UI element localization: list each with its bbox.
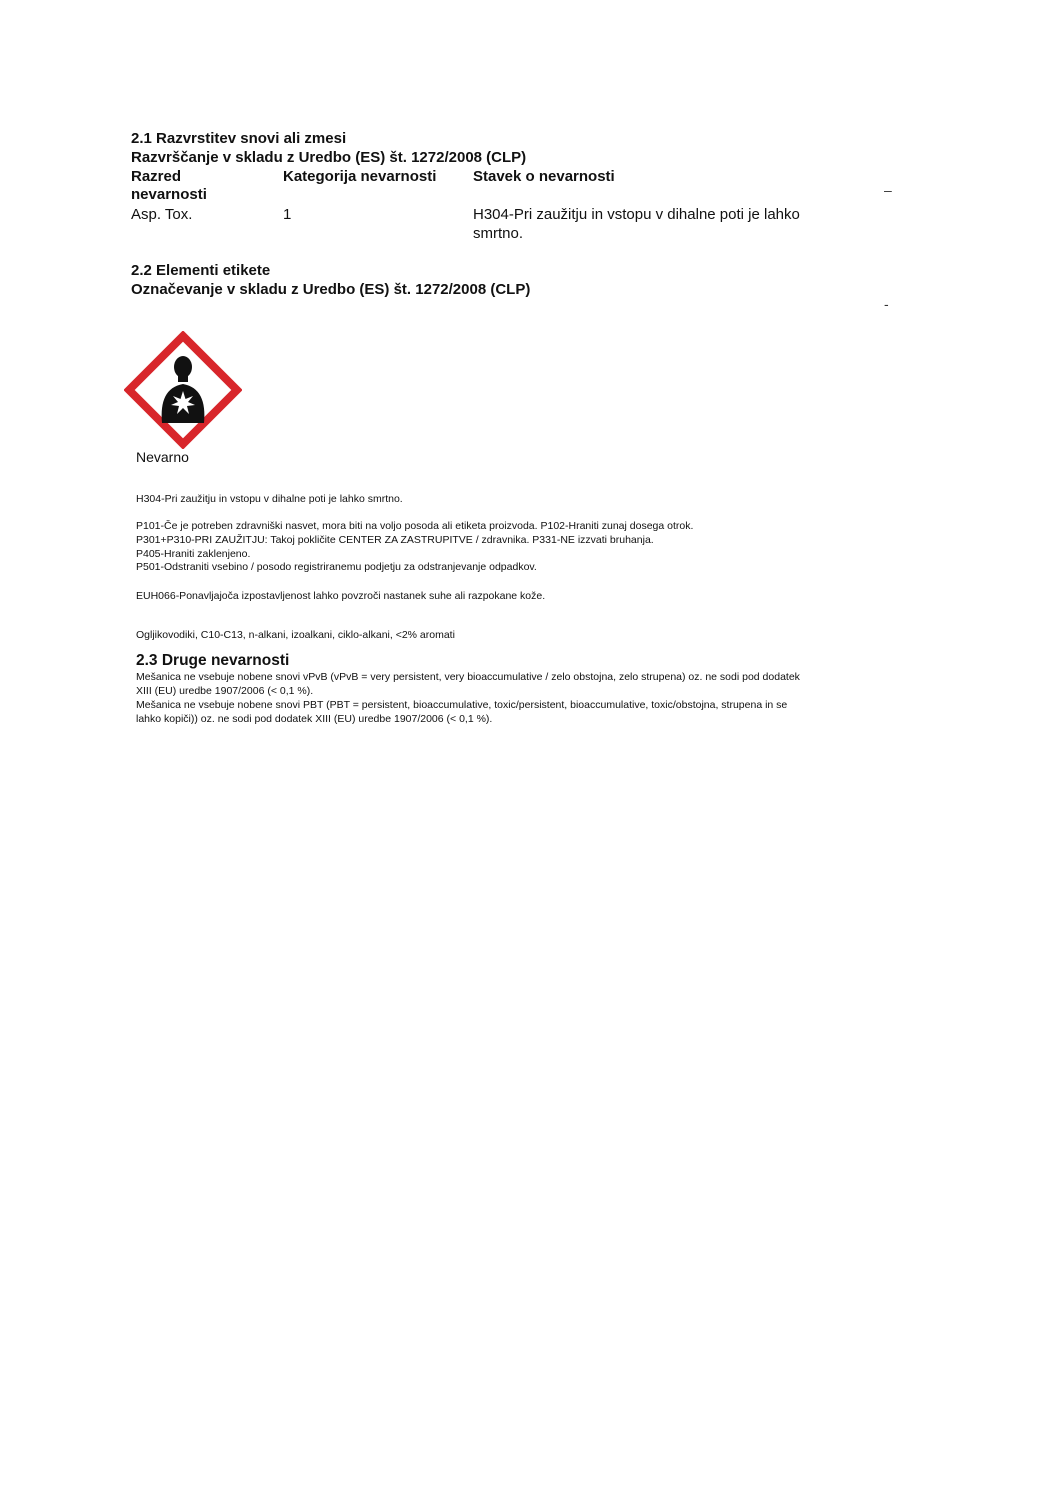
side-dash-mark: - [884,296,889,312]
section-2-1-subtitle: Razvrščanje v skladu z Uredbo (ES) št. 1272/2008 (CLP) [131,149,527,166]
table-header-hazard-category: Kategorija nevarnosti [283,168,437,185]
table-header-hazard-class: Razred nevarnosti [131,168,207,203]
section-2-3-paragraph-line: Mešanica ne vsebuje nobene snovi PBT (PBT = persistent, bioaccumulative, toxic/persistent, bioaccumulative, toxic/obstojna, strupena in se [136,699,788,711]
section-2-3-paragraph-line: Mešanica ne vsebuje nobene snovi vPvB (vPvB = very persistent, very bioaccumulative / zelo obstojna, zelo strupena) oz. ne sodi pod dodatek [136,671,800,683]
table-cell-statement: H304-Pri zaužitju in vstopu v dihalne poti je lahko smrtno. [473,206,800,242]
precautionary-statement: P101-Če je potreben zdravniški nasvet, mora biti na voljo posoda ali etiketa proizvoda. P102-Hraniti zunaj dosega otrok. [136,520,694,532]
signal-word: Nevarno [136,449,189,465]
table-header-hazard-statement: Stavek o nevarnosti [473,168,615,185]
euh-statement: EUH066-Ponavljajoča izpostavljenost lahko povzroči nastanek suhe ali razpokane kože. [136,590,546,602]
section-2-3-paragraph-line: lahko kopiči)) oz. ne sodi pod dodatek XIII (EU) uredbe 1907/2006 (< 0,1 %). [136,713,493,725]
ingredients-line: Ogljikovodiki, C10-C13, n-alkani, izoalkani, ciklo-alkani, <2% aromati [136,629,455,641]
precautionary-statement: P301+P310-PRI ZAUŽITJU: Takoj pokličite CENTER ZA ZASTRUPITVE / zdravnika. P331-NE izzvati bruhanja. [136,534,654,546]
side-dash-mark: – [884,182,892,198]
precautionary-statement: P405-Hraniti zaklenjeno. [136,548,251,560]
table-cell-category: 1 [283,206,292,223]
hazard-statement: H304-Pri zaužitju in vstopu v dihalne poti je lahko smrtno. [136,493,403,505]
section-2-3-title: 2.3 Druge nevarnosti [136,652,290,669]
health-hazard-icon [124,331,242,449]
table-cell-class: Asp. Tox. [131,206,193,223]
precautionary-statement: P501-Odstraniti vsebino / posodo registriranemu podjetju za odstranjevanje odpadkov. [136,561,537,573]
section-2-1-title: 2.1 Razvrstitev snovi ali zmesi [131,130,347,147]
section-2-2-subtitle: Označevanje v skladu z Uredbo (ES) št. 1272/2008 (CLP) [131,281,531,298]
section-2-2-title: 2.2 Elementi etikete [131,262,271,279]
section-2-3-paragraph-line: XIII (EU) uredbe 1907/2006 (< 0,1 %). [136,685,314,697]
